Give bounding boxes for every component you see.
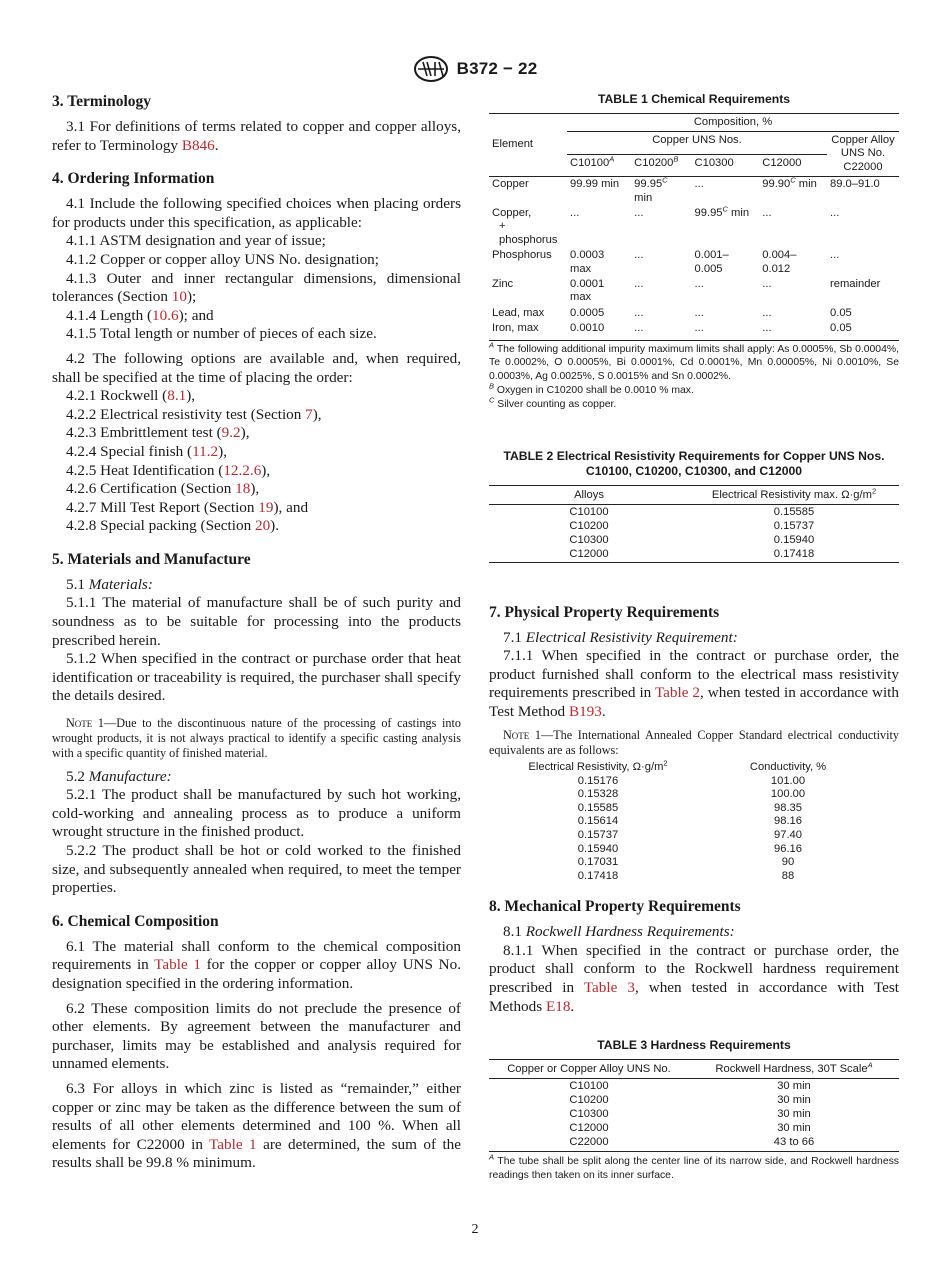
t1-cell: 0.0003 max xyxy=(570,249,605,275)
link-9-2[interactable]: 9.2 xyxy=(221,424,241,442)
paragraph-5-2-1: 5.2.1 The product shall be manufactured by such hot working, cold-working and annealing process as to produce a uniform wrought structure in the finished product. xyxy=(52,786,461,841)
t1-element: Iron, max xyxy=(492,322,539,335)
paragraph-5-1-1: 5.1.1 The material of manufacture shall be of such purity and soundness as to be suitable for processing into the products prescribed herein. xyxy=(52,594,461,649)
table-2 xyxy=(489,485,899,561)
item-4-2-8: 4.2.8 Special packing (Section 20). xyxy=(66,517,280,535)
section-8-heading: 8. Mechanical Property Requirements xyxy=(489,898,741,916)
conductivity-header: Electrical Resistivity, $\Omega\cdot g/m^2$ Conductivity, % xyxy=(528,758,827,773)
item-4-2-2: 4.2.2 Electrical resistivity test (Section 7), xyxy=(66,405,322,423)
list-item: 0.15585 98.35 xyxy=(577,801,802,814)
t1-element: Copper, + phosphorus xyxy=(492,206,558,246)
paragraph-3-1: 3.1 For definitions of terms related to copper and copper alloys, refer to Terminology B846. xyxy=(52,118,461,154)
table-row xyxy=(489,533,899,547)
t1-cell: 89.0–91.0 xyxy=(830,178,880,191)
section-3-heading: 3. Terminology xyxy=(52,93,152,110)
t1-col-c10300: C10300 xyxy=(694,156,734,169)
item-4-1-1: 4.1.1 ASTM designation and year of issue; xyxy=(66,232,326,250)
t1-cell: 0.0001 max xyxy=(570,277,605,304)
link-table-1[interactable]: Table 1 xyxy=(154,956,201,974)
t1-cell: ... xyxy=(634,249,644,262)
astm-logo-icon xyxy=(413,56,449,82)
table-row xyxy=(489,1135,899,1149)
list-item: 0.17031 90 xyxy=(577,856,795,869)
paragraph-5-1-2: 5.1.2 When specified in the contract or purchase order that heat identification or traceability is required, the purchaser shall specify the details desired. xyxy=(52,650,461,705)
paragraph-5-2: 5.2 Manufacture: xyxy=(66,767,172,785)
link-section-18[interactable]: 18 xyxy=(235,480,251,498)
link-section-7[interactable]: 7 xyxy=(305,405,313,423)
table-row xyxy=(489,321,899,336)
t2-head-resistivity: Electrical Resistivity max. $\Omega\cdot g/m^2$ xyxy=(711,485,877,501)
note-1-left: Note 1—Due to the discontinuous nature of the processing of castings into wrought products, it is not always practical to identify a specific casting analysis with a specific quantity of finished material. xyxy=(52,716,461,761)
t3-uns: C10200 xyxy=(569,1093,609,1106)
table-3-title: TABLE 3 Hardness Requirements xyxy=(597,1038,791,1053)
table-1 xyxy=(489,113,899,337)
t1-cell: $99.95^C$ min xyxy=(634,175,668,204)
link-section-19[interactable]: 19 xyxy=(258,498,274,516)
t1-element: Zinc xyxy=(492,277,514,290)
t1-head-element: Element xyxy=(489,113,567,177)
t1-cell: $99.90^C$ min xyxy=(762,175,817,191)
t2-resistivity: 0.15585 xyxy=(773,505,815,518)
t2-resistivity: 0.15737 xyxy=(773,519,815,532)
t1-cell: 0.0005 xyxy=(570,306,605,319)
t1-footnote-c: $^C$ Silver counting as copper. xyxy=(489,395,617,410)
t1-cell: ... xyxy=(694,322,704,335)
note-1-right: Note 1—The International Annealed Copper Standard electrical conductivity equivalents are as follows: xyxy=(489,727,900,757)
t3-head-hardness: Rockwell Hardness, 30T Scale$^A$ xyxy=(715,1060,873,1075)
item-4-1-4: 4.1.4 Length (10.6); and xyxy=(66,306,214,324)
list-item: 0.15940 96.16 xyxy=(577,842,802,855)
t2-head-alloys: Alloys xyxy=(574,488,604,501)
t3-hardness: 43 to 66 xyxy=(773,1135,815,1148)
t1-cell: $99.95^C$ min xyxy=(694,204,750,219)
table-2-title: TABLE 2 Electrical Resistivity Requirements for Copper UNS Nos. C10100, C10200, C10300, and C12000 xyxy=(503,448,885,479)
t1-head-composition: Composition, % xyxy=(567,113,899,131)
page-number: 2 xyxy=(471,1222,479,1237)
t3-hardness: 30 min xyxy=(777,1079,811,1092)
section-4-heading: 4. Ordering Information xyxy=(52,170,215,188)
paragraph-8-1-1: 8.1.1 When specified in the contract or purchase order, the product shall conform to the Rockwell hardness requirement prescribed in Table 3, when tested in accordance with Test Methods E18. xyxy=(489,941,900,1015)
t1-footnote-a: $^A$ The following additional impurity maximum limits shall apply: As 0.0005%, Sb 0.0004%, Te 0.0002%, O 0.0005%, Bi 0.0001%, Cd 0.0001%, Mn 0.00005%, Ni 0.0010%, Se 0.0003%, Ag 0.0025%, S 0.0015% and Sn 0.0002%. xyxy=(489,340,899,383)
item-4-2-5: 4.2.5 Heat Identification (12.2.6), xyxy=(66,461,271,479)
item-4-1-2: 4.1.2 Copper or copper alloy UNS No. designation; xyxy=(66,250,379,268)
t3-hardness: 30 min xyxy=(777,1121,811,1134)
t1-element: Copper xyxy=(492,178,529,191)
t1-head-uns: Copper UNS Nos. xyxy=(567,131,827,154)
t3-hardness: 30 min xyxy=(777,1107,811,1120)
list-item: 0.15614 98.16 xyxy=(577,815,802,828)
t1-cell: ... xyxy=(762,206,772,219)
link-b193[interactable]: B193 xyxy=(568,702,602,720)
table-row xyxy=(489,1121,899,1135)
section-5-heading: 5. Materials and Manufacture xyxy=(52,550,251,568)
list-item: 0.15328 100.00 xyxy=(577,788,806,801)
table-row xyxy=(489,206,899,248)
t1-cell: 0.05 xyxy=(830,306,852,319)
paragraph-6-1: 6.1 The material shall conform to the chemical composition requirements in Table 1 for the copper or copper alloy UNS No. designation specified in the ordering information. xyxy=(52,937,461,992)
t1-col-c10100: $C10100^A$ xyxy=(570,153,615,169)
t3-uns: C10300 xyxy=(569,1107,609,1120)
t2-resistivity: 0.15940 xyxy=(773,533,815,546)
t1-cell: 99.99 min xyxy=(570,178,620,191)
t3-footnote-a: $^A$ The tube shall be split along the center line of its narrow side, and Rockwell hardness readings then taken on its inner surface. xyxy=(489,1152,899,1181)
t1-footnote-b: $^B$ Oxygen in C10200 shall be 0.0010 % max. xyxy=(489,381,694,396)
list-item: 0.17418 88 xyxy=(577,869,795,882)
table-row xyxy=(489,1107,899,1121)
table-row xyxy=(489,306,899,321)
t1-element: Lead, max xyxy=(492,306,545,319)
link-section-10[interactable]: 10 xyxy=(171,288,187,306)
t1-cell: ... xyxy=(634,206,644,219)
t1-cell: 0.0010 xyxy=(570,322,605,335)
t3-uns: C12000 xyxy=(569,1121,609,1134)
link-11-2[interactable]: 11.2 xyxy=(192,442,219,460)
table-row xyxy=(489,277,899,306)
table-row xyxy=(489,248,899,277)
table-row xyxy=(489,547,899,561)
t1-cell: ... xyxy=(634,306,644,319)
left-column xyxy=(52,92,461,1173)
t1-cell: ... xyxy=(762,306,772,319)
designation: B372 − 22 xyxy=(456,59,538,78)
link-10-6[interactable]: 10.6 xyxy=(152,306,179,324)
right-column xyxy=(489,92,899,1182)
paragraph-6-3: 6.3 For alloys in which zinc is listed as “remainder,” either copper or zinc may be taken as the difference between the sum of results of all other elements determined and 100 %. When all elements for C22000 in Table 1 are determined, the sum of the results shall be 99.8 % minimum. xyxy=(52,1079,462,1172)
section-7-heading: 7. Physical Property Requirements xyxy=(489,603,720,621)
t1-col-c12000: C12000 xyxy=(762,156,802,169)
paragraph-5-1: 5.1 Materials: xyxy=(66,575,153,593)
t3-hardness: 30 min xyxy=(777,1093,811,1106)
page-header xyxy=(0,56,950,82)
paragraph-4-1: 4.1 Include the following specified choices when placing orders for products under this specification, as applicable: xyxy=(52,195,461,231)
t1-cell: ... xyxy=(694,277,704,290)
section-6-heading: 6. Chemical Composition xyxy=(52,912,219,930)
link-table-1-b[interactable]: Table 1 xyxy=(209,1135,257,1153)
link-b846[interactable]: B846 xyxy=(181,136,215,154)
table-1-title: TABLE 1 Chemical Requirements xyxy=(597,92,791,106)
paragraph-4-2: 4.2 The following options are available and, when required, shall be specified at the time of placing the order: xyxy=(52,349,461,386)
t1-cell: ... xyxy=(762,277,772,290)
link-12-2-6[interactable]: 12.2.6 xyxy=(223,461,262,479)
item-4-2-1: 4.2.1 Rockwell (8.1), xyxy=(66,387,196,405)
item-4-1-5: 4.1.5 Total length or number of pieces of each size. xyxy=(66,325,377,343)
t1-head-alloy: Copper Alloy UNS No. C22000 xyxy=(827,131,899,176)
table-row xyxy=(489,504,899,519)
t1-cell: ... xyxy=(634,322,644,335)
t2-alloy: C10100 xyxy=(569,505,609,518)
table-3 xyxy=(489,1059,899,1149)
paragraph-8-1: 8.1 Rockwell Hardness Requirements: xyxy=(503,923,735,941)
t2-alloy: C10300 xyxy=(569,533,609,546)
link-table-3[interactable]: Table 3 xyxy=(583,979,635,997)
paragraph-7-1-1: 7.1.1 When specified in the contract or purchase order, the product furnished shall conform to the electrical mass resistivity requirements prescribed in Table 2, when tested in accordance with Test Method B193. xyxy=(489,647,899,720)
table-row xyxy=(489,1078,899,1093)
t1-cell: 0.05 xyxy=(830,322,852,335)
t1-cell: 0.004–0.012 xyxy=(762,249,797,275)
t1-cell: ... xyxy=(694,306,704,319)
link-section-20[interactable]: 20 xyxy=(254,517,271,535)
t1-cell: ... xyxy=(694,178,704,191)
paragraph-7-1: 7.1 Electrical Resistivity Requirement: xyxy=(503,628,738,646)
conductivity-table xyxy=(489,758,899,883)
item-4-2-3: 4.2.3 Embrittlement test (9.2), xyxy=(66,424,250,442)
t1-element: Phosphorus xyxy=(492,249,552,262)
t2-alloy: C10200 xyxy=(569,519,609,532)
t1-cell: remainder xyxy=(830,277,881,290)
paragraph-5-2-2: 5.2.2 The product shall be hot or cold worked to the finished size, and subsequently annealed when required, to meet the temper properties. xyxy=(52,842,461,897)
item-4-1-3: 4.1.3 Outer and inner rectangular dimensions, dimensional tolerances (Section 10); xyxy=(52,269,461,306)
t2-alloy: C12000 xyxy=(569,547,609,560)
t2-resistivity: 0.17418 xyxy=(773,547,815,560)
item-4-2-7: 4.2.7 Mill Test Report (Section 19), and xyxy=(66,498,309,516)
t1-cell: ... xyxy=(830,206,840,219)
item-4-2-6: 4.2.6 Certification (Section 18), xyxy=(66,480,260,498)
list-item: 0.15176 101.00 xyxy=(577,774,806,787)
t3-uns: C22000 xyxy=(569,1135,609,1148)
t1-col-c10200: $C10200^B$ xyxy=(634,153,679,169)
t1-cell: ... xyxy=(830,249,840,262)
list-item: 0.15737 97.40 xyxy=(577,828,802,841)
t3-head-uns: Copper or Copper Alloy UNS No. xyxy=(507,1062,671,1075)
table-row xyxy=(489,1093,899,1107)
t1-cell: ... xyxy=(762,322,772,335)
link-table-2[interactable]: Table 2 xyxy=(654,684,700,702)
t3-uns: C10100 xyxy=(569,1079,609,1092)
table-row xyxy=(489,519,899,533)
link-8-1[interactable]: 8.1 xyxy=(167,387,187,405)
table-row xyxy=(489,177,899,206)
link-e18[interactable]: E18 xyxy=(545,997,571,1015)
t1-cell: ... xyxy=(634,277,644,290)
item-4-2-4: 4.2.4 Special finish (11.2), xyxy=(66,442,227,460)
t1-cell: ... xyxy=(570,206,580,219)
t1-cell: 0.001–0.005 xyxy=(694,249,729,275)
paragraph-6-2: 6.2 These composition limits do not preclude the presence of other elements. By agreement between the manufacturer and purchaser, limits may be established and analysis required for unnamed elements. xyxy=(52,999,461,1073)
